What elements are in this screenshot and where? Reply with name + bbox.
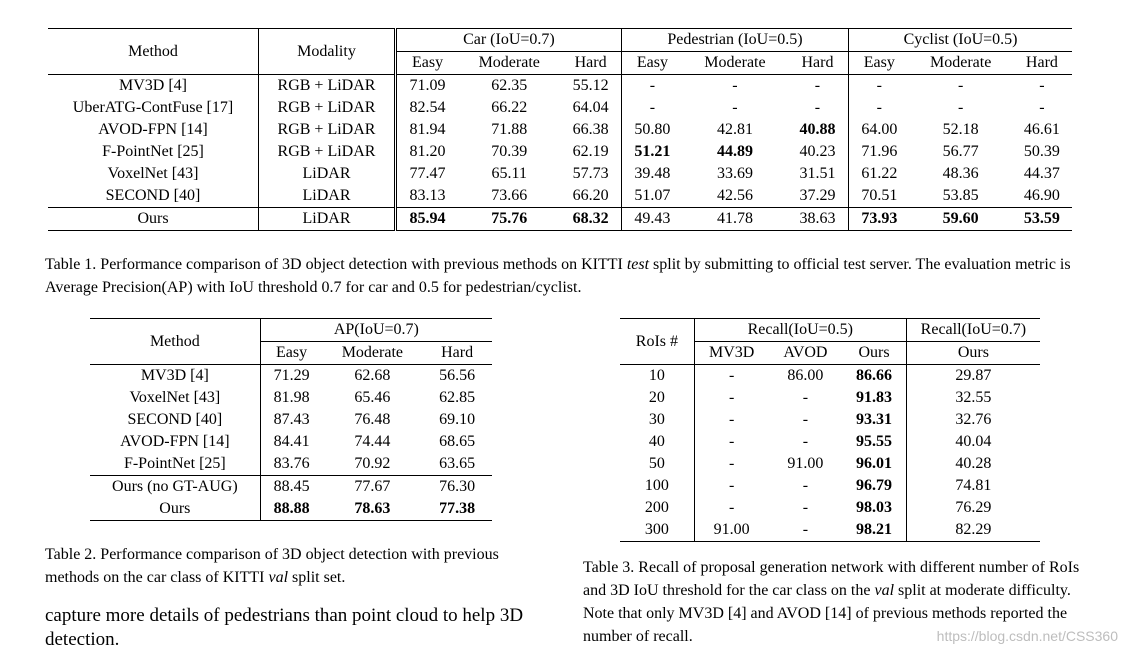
t1-cell: 71.96 xyxy=(861,143,898,160)
t2-row xyxy=(90,453,492,476)
t1-cell: 82.54 xyxy=(409,99,446,116)
t1-cell: 40.88 xyxy=(787,119,849,141)
t1-row xyxy=(48,75,1072,98)
t1-cell: 39.48 xyxy=(634,165,671,182)
t2-cell: 76.30 xyxy=(439,478,476,495)
t3-row xyxy=(620,519,1040,542)
t2-cell: 84.41 xyxy=(273,433,310,450)
body-text: capture more details of pedestrians than point cloud to help 3D detection. xyxy=(45,605,524,650)
t3-cell: - xyxy=(802,411,809,428)
t1-cell: RGB + LiDAR xyxy=(259,141,396,163)
t1-header-car-moderate: Moderate xyxy=(478,54,540,71)
t2-cell: 56.56 xyxy=(439,367,476,384)
t1-row xyxy=(48,163,1072,185)
t3-cell: 40.28 xyxy=(955,455,992,472)
t1-cell: 81.20 xyxy=(409,143,446,160)
t2-cell: 88.45 xyxy=(273,478,310,495)
t1-header-cyc-easy: Easy xyxy=(863,54,895,71)
t3-cell: - xyxy=(728,389,735,406)
t2-row xyxy=(90,409,492,431)
t1-method-cell: F-PointNet [25] xyxy=(48,141,259,163)
t1-cell: 33.69 xyxy=(716,165,753,182)
t3-body xyxy=(620,365,1040,542)
t1-cell: 64.04 xyxy=(560,97,621,119)
t3-cell: 200 xyxy=(620,497,694,519)
t3-cell: 10 xyxy=(620,365,694,388)
t3-cell: 100 xyxy=(620,475,694,497)
t3-row xyxy=(620,387,1040,409)
t1-cell: 73.93 xyxy=(861,210,898,227)
table-1 xyxy=(48,28,1072,231)
t3-cell: 91.00 xyxy=(713,521,750,538)
t1-cell: 40.23 xyxy=(787,141,849,163)
t2-cell: 70.92 xyxy=(354,455,391,472)
t3-cell: 76.29 xyxy=(955,499,992,516)
t3-cell: - xyxy=(802,389,809,406)
t2-method-cell: F-PointNet [25] xyxy=(90,453,260,476)
t2-cell: 69.10 xyxy=(439,411,476,428)
t2-caption-a: Table 2. Performance comparison of 3D object detection with previous methods on the car class of KITTI xyxy=(45,546,499,586)
t1-header-method: Method xyxy=(48,29,259,75)
t3-cell: 40.04 xyxy=(955,433,992,450)
t2-header-hard: Hard xyxy=(441,344,474,361)
t2-cell: 63.65 xyxy=(439,455,476,472)
t3-cell: - xyxy=(802,521,809,538)
t1-cell: 46.90 xyxy=(1023,187,1060,204)
table-2 xyxy=(90,318,492,521)
t1-cell: 57.73 xyxy=(560,163,621,185)
t1-row xyxy=(48,119,1072,141)
t1-cell: 83.13 xyxy=(409,187,446,204)
t1-cell: 73.66 xyxy=(491,187,528,204)
t2-method-cell: VoxelNet [43] xyxy=(90,387,260,409)
t1-row xyxy=(48,208,1072,231)
t3-header-ours: Ours xyxy=(842,342,906,365)
t1-method-cell: AVOD-FPN [14] xyxy=(48,119,259,141)
t1-cell: 53.59 xyxy=(1023,210,1060,227)
t3-row xyxy=(620,431,1040,453)
t3-cell: - xyxy=(728,477,735,494)
t3-cell: - xyxy=(728,433,735,450)
t1-cell: 70.39 xyxy=(491,143,528,160)
t1-cell: 51.07 xyxy=(634,187,671,204)
t3-cell: - xyxy=(728,367,735,384)
t1-cell: 77.47 xyxy=(409,165,446,182)
t1-cell: - xyxy=(787,75,849,98)
t1-cell: 37.29 xyxy=(787,185,849,208)
t2-method-cell: SECOND [40] xyxy=(90,409,260,431)
t3-cell: - xyxy=(802,499,809,516)
t2-cell: 83.76 xyxy=(273,455,310,472)
t1-cell: RGB + LiDAR xyxy=(259,97,396,119)
t3-header-avod: AVOD xyxy=(783,344,828,361)
t2-cell: 62.68 xyxy=(354,367,391,384)
t1-cell: 70.51 xyxy=(861,187,898,204)
t2-caption-em: val xyxy=(268,569,289,586)
t1-header-pedestrian: Pedestrian (IoU=0.5) xyxy=(621,29,848,52)
t1-cell: 66.38 xyxy=(560,119,621,141)
t1-cell: 42.56 xyxy=(716,187,753,204)
watermark: https://blog.csdn.net/CSS360 xyxy=(936,628,1118,644)
t3-cell: 82.29 xyxy=(955,521,992,538)
t3-cell: 50 xyxy=(620,453,694,475)
t3-cell: - xyxy=(728,411,735,428)
t1-cell: 50.80 xyxy=(634,121,671,138)
t1-method-cell: UberATG-ContFuse [17] xyxy=(48,97,259,119)
t3-row xyxy=(620,453,1040,475)
t2-cell: 62.85 xyxy=(439,389,476,406)
t2-header-moderate: Moderate xyxy=(341,344,404,361)
t1-cell: - xyxy=(1039,99,1045,116)
t1-cell: 51.21 xyxy=(634,143,671,160)
t2-caption-b: split set. xyxy=(288,569,346,586)
t3-cell: 20 xyxy=(620,387,694,409)
t1-cell: 81.94 xyxy=(409,121,446,138)
t1-cell: 61.22 xyxy=(861,165,898,182)
table-2-caption xyxy=(45,543,545,589)
t3-header-mv3d: MV3D xyxy=(708,344,755,361)
t2-cell: 77.38 xyxy=(439,500,476,517)
t1-cell: 31.51 xyxy=(787,163,849,185)
table-1-caption xyxy=(45,253,1085,299)
t1-cell: - xyxy=(876,99,882,116)
t3-cell: 300 xyxy=(620,519,694,542)
t1-cell: - xyxy=(649,99,656,116)
t2-row xyxy=(90,476,492,499)
t3-cell: 30 xyxy=(620,409,694,431)
t3-cell: 29.87 xyxy=(955,367,992,384)
t3-row xyxy=(620,365,1040,388)
t1-cell: 65.11 xyxy=(491,165,527,182)
t3-cell: 95.55 xyxy=(842,431,906,453)
t3-row xyxy=(620,497,1040,519)
t1-caption-b: split by submitting to official test server. The evaluation metric is Average Precision(AP) with IoU threshold 0.7 for car and 0.5 for pedestrian/cyclist. xyxy=(45,256,1071,296)
t1-cell: 59.60 xyxy=(942,210,979,227)
t1-header-cyclist: Cyclist (IoU=0.5) xyxy=(849,29,1072,52)
t3-cell: 74.81 xyxy=(955,477,992,494)
t3-cell: 98.21 xyxy=(842,519,906,542)
t2-header-method: Method xyxy=(90,319,260,365)
t1-cell: 75.76 xyxy=(491,210,528,227)
t1-cell: 66.22 xyxy=(491,99,528,116)
t1-cell: - xyxy=(958,77,964,94)
t2-cell: 81.98 xyxy=(273,389,310,406)
t1-cell: - xyxy=(787,97,849,119)
t3-caption-b: split at moderate difficulty. Note that only MV3D [4] and AVOD [14] of previous methods reported the number of recall. xyxy=(583,582,1071,645)
t3-header-rois: RoIs # xyxy=(620,319,694,365)
t2-cell: 87.43 xyxy=(273,411,310,428)
t1-cell: - xyxy=(649,77,656,94)
t1-header-cyc-hard: Hard xyxy=(1025,54,1058,71)
t2-cell: 68.65 xyxy=(439,433,476,450)
t2-cell: 71.29 xyxy=(273,367,310,384)
t3-cell: - xyxy=(728,455,735,472)
t1-header-ped-moderate: Moderate xyxy=(704,54,766,71)
t1-header-car: Car (IoU=0.7) xyxy=(396,29,622,52)
t3-cell: 96.79 xyxy=(842,475,906,497)
t1-cell: - xyxy=(732,77,738,94)
t3-cell: 98.03 xyxy=(842,497,906,519)
t1-cell: LiDAR xyxy=(259,208,396,231)
t2-cell: 78.63 xyxy=(354,500,391,517)
t3-caption-em: val xyxy=(874,582,895,599)
t3-row xyxy=(620,409,1040,431)
t1-caption-a: Table 1. Performance comparison of 3D object detection with previous methods on KITTI xyxy=(45,256,627,273)
t1-cell: 52.18 xyxy=(942,121,979,138)
t1-cell: 62.35 xyxy=(491,77,528,94)
t1-cell: 53.85 xyxy=(942,187,979,204)
t2-method-cell: Ours (no GT-AUG) xyxy=(90,476,260,499)
t3-header-recall07: Recall(IoU=0.7) xyxy=(906,319,1040,342)
t2-header-easy: Easy xyxy=(276,344,308,361)
t1-cell: 46.61 xyxy=(1023,121,1060,138)
t1-cell: 68.32 xyxy=(560,208,621,231)
t3-header-ours-07: Ours xyxy=(957,344,989,361)
t3-cell: 93.31 xyxy=(842,409,906,431)
t1-cell: 50.39 xyxy=(1023,143,1060,160)
t1-caption-em: test xyxy=(626,256,650,273)
t1-cell: 71.88 xyxy=(491,121,528,138)
t1-method-cell: VoxelNet [43] xyxy=(48,163,259,185)
t1-row xyxy=(48,185,1072,208)
t2-row xyxy=(90,387,492,409)
t1-method-cell: Ours xyxy=(48,208,259,231)
t3-cell: - xyxy=(802,433,809,450)
t1-cell: 64.00 xyxy=(861,121,898,138)
t2-row xyxy=(90,431,492,453)
t1-cell: 55.12 xyxy=(560,75,621,98)
t1-header-ped-easy: Easy xyxy=(636,54,668,71)
t2-row xyxy=(90,365,492,388)
t3-cell: 91.00 xyxy=(787,455,824,472)
t1-cell: 85.94 xyxy=(409,210,446,227)
t3-cell: 86.00 xyxy=(787,367,824,384)
t1-header-ped-hard: Hard xyxy=(787,52,849,75)
t1-cell: LiDAR xyxy=(259,185,396,208)
t1-cell: 62.19 xyxy=(560,141,621,163)
t3-header-recall05: Recall(IoU=0.5) xyxy=(694,319,906,342)
t1-cell: 41.78 xyxy=(716,210,753,227)
t2-method-cell: MV3D [4] xyxy=(90,365,260,388)
t2-cell: 88.88 xyxy=(273,500,310,517)
t1-header-modality: Modality xyxy=(259,29,396,75)
t3-cell: 86.66 xyxy=(842,365,906,388)
t1-cell: 44.37 xyxy=(1023,165,1060,182)
t1-body xyxy=(48,75,1072,231)
t1-method-cell: SECOND [40] xyxy=(48,185,259,208)
t1-cell: 44.89 xyxy=(716,143,753,160)
t2-cell: 74.44 xyxy=(354,433,391,450)
t2-body xyxy=(90,365,492,521)
t1-header-cyc-moderate: Moderate xyxy=(930,54,992,71)
t2-row xyxy=(90,498,492,521)
t1-header-car-hard: Hard xyxy=(560,52,621,75)
t2-header-ap: AP(IoU=0.7) xyxy=(260,319,492,342)
t1-cell: 38.63 xyxy=(787,208,849,231)
t3-cell: - xyxy=(728,499,735,516)
t3-cell: 32.55 xyxy=(955,389,992,406)
t1-cell: RGB + LiDAR xyxy=(259,75,396,98)
t3-cell: 40 xyxy=(620,431,694,453)
t2-cell: 76.48 xyxy=(354,411,391,428)
t1-header-car-easy: Easy xyxy=(411,54,444,71)
t1-cell: 56.77 xyxy=(942,143,979,160)
t1-row xyxy=(48,97,1072,119)
t3-cell: 91.83 xyxy=(842,387,906,409)
t2-method-cell: AVOD-FPN [14] xyxy=(90,431,260,453)
t2-cell: 77.67 xyxy=(354,478,391,495)
t3-caption-a: Table 3. Recall of proposal generation network with different number of RoIs and 3D IoU threshold for the car class on the xyxy=(583,559,1080,599)
table-3 xyxy=(620,318,1040,542)
t3-cell: - xyxy=(802,477,809,494)
t1-cell: - xyxy=(732,99,738,116)
t2-cell: 65.46 xyxy=(354,389,391,406)
t1-cell: - xyxy=(958,99,964,116)
t3-cell: 32.76 xyxy=(955,411,992,428)
t1-cell: 48.36 xyxy=(942,165,979,182)
t2-method-cell: Ours xyxy=(90,498,260,521)
t3-row xyxy=(620,475,1040,497)
t1-row xyxy=(48,141,1072,163)
t1-cell: 49.43 xyxy=(634,210,671,227)
t1-method-cell: MV3D [4] xyxy=(48,75,259,98)
t1-cell: 42.81 xyxy=(716,121,753,138)
t1-cell: 71.09 xyxy=(409,77,446,94)
t1-cell: - xyxy=(1039,77,1045,94)
t1-cell: RGB + LiDAR xyxy=(259,119,396,141)
t1-cell: LiDAR xyxy=(259,163,396,185)
t1-cell: 66.20 xyxy=(560,185,621,208)
t1-cell: - xyxy=(876,77,882,94)
t3-cell: 96.01 xyxy=(842,453,906,475)
